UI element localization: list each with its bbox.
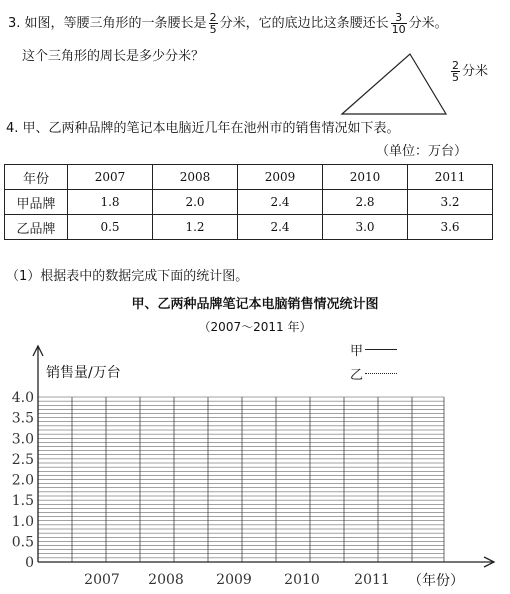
q3-diff-denominator: 10 xyxy=(391,23,406,36)
x-tick-label: 2007 xyxy=(84,572,120,588)
table-cell: 2.4 xyxy=(238,190,323,215)
q3-diff-numerator: 3 xyxy=(395,11,403,24)
chart-title: 甲、乙两种品牌笔记本电脑销售情况统计图 xyxy=(131,297,379,312)
q4-line xyxy=(6,120,400,138)
y-tick-label: 2.5 xyxy=(11,451,34,468)
x-tick-label: 2011 xyxy=(354,572,390,588)
table-row-label: 甲品牌 xyxy=(5,190,68,215)
table-row-label: 乙品牌 xyxy=(5,215,68,240)
table-header-year: 2010 xyxy=(323,165,408,190)
table-row xyxy=(5,190,493,215)
q3-figure-unit: 分米 xyxy=(462,64,489,79)
q3-leg-numerator: 2 xyxy=(209,11,217,24)
table-header-year: 2007 xyxy=(68,165,153,190)
q3-text-c: 分米。 xyxy=(408,16,448,31)
y-tick-label: 4.0 xyxy=(11,390,34,406)
q3-diff-fraction xyxy=(391,12,407,35)
q4-text: 甲、乙两种品牌的笔记本电脑近几年在池州市的销售情况如下表。 xyxy=(22,121,400,136)
chart-subtitle: （2007～2011 年） xyxy=(198,320,312,334)
table-header-year: 2009 xyxy=(238,165,323,190)
y-tick-label: 0 xyxy=(25,555,34,571)
legend-label-yi: 乙 xyxy=(350,368,364,383)
table-cell: 2.4 xyxy=(238,215,323,240)
y-tick-label: 1.0 xyxy=(11,513,34,530)
q4-number: 4. xyxy=(6,121,19,136)
table-row xyxy=(5,215,493,240)
table-cell: 3.2 xyxy=(408,190,493,215)
y-axis-label: 销售量/万台 xyxy=(46,365,121,381)
table-row xyxy=(5,165,493,190)
legend-label-jia: 甲 xyxy=(350,344,364,359)
table-cell: 2.0 xyxy=(153,190,238,215)
q3-text-b: 分米，它的底边比这条腰还长 xyxy=(219,16,389,31)
q3-figure-denominator: 5 xyxy=(452,71,459,84)
x-tick-label: 2009 xyxy=(216,572,252,588)
table-cell: 3.6 xyxy=(408,215,493,240)
table-cell: 0.5 xyxy=(68,215,153,240)
line-chart xyxy=(0,340,510,594)
q3-text-a: 如图，等腰三角形的一条腰长是 xyxy=(24,16,207,31)
q3-figure-numerator: 2 xyxy=(452,59,459,72)
table-header-year: 2008 xyxy=(153,165,238,190)
q3-figure-label xyxy=(449,60,488,83)
q3-leg-fraction xyxy=(209,12,218,35)
table-cell: 1.2 xyxy=(153,215,238,240)
y-tick-label: 2.0 xyxy=(11,472,34,489)
y-tick-label: 0.5 xyxy=(11,534,34,551)
q3-leg-denominator: 5 xyxy=(209,23,217,36)
table-cell: 3.0 xyxy=(323,215,408,240)
y-tick-label: 3.0 xyxy=(11,431,34,448)
table-header-year: 2011 xyxy=(408,165,493,190)
table-cell: 2.8 xyxy=(323,190,408,215)
x-tick-label: 2010 xyxy=(284,572,320,588)
q3-figure-fraction xyxy=(451,60,460,83)
table-header-year-label: 年份 xyxy=(5,165,68,190)
q3-line1 xyxy=(8,12,448,35)
q4-sub1: （1）根据表中的数据完成下面的统计图。 xyxy=(6,269,249,284)
x-axis-label: （年份） xyxy=(408,573,464,589)
table-cell: 1.8 xyxy=(68,190,153,215)
y-tick-label: 3.5 xyxy=(11,410,34,427)
q3-line2: 这个三角形的周长是多少分米？ xyxy=(22,49,205,64)
isosceles-triangle xyxy=(342,54,446,114)
q3-number: 3. xyxy=(8,16,21,31)
x-tick-label: 2008 xyxy=(148,572,184,588)
sales-table xyxy=(4,164,493,240)
q4-unit: （单位：万台） xyxy=(376,144,468,159)
q3-triangle-figure xyxy=(330,50,460,120)
y-tick-label: 1.5 xyxy=(11,493,34,510)
